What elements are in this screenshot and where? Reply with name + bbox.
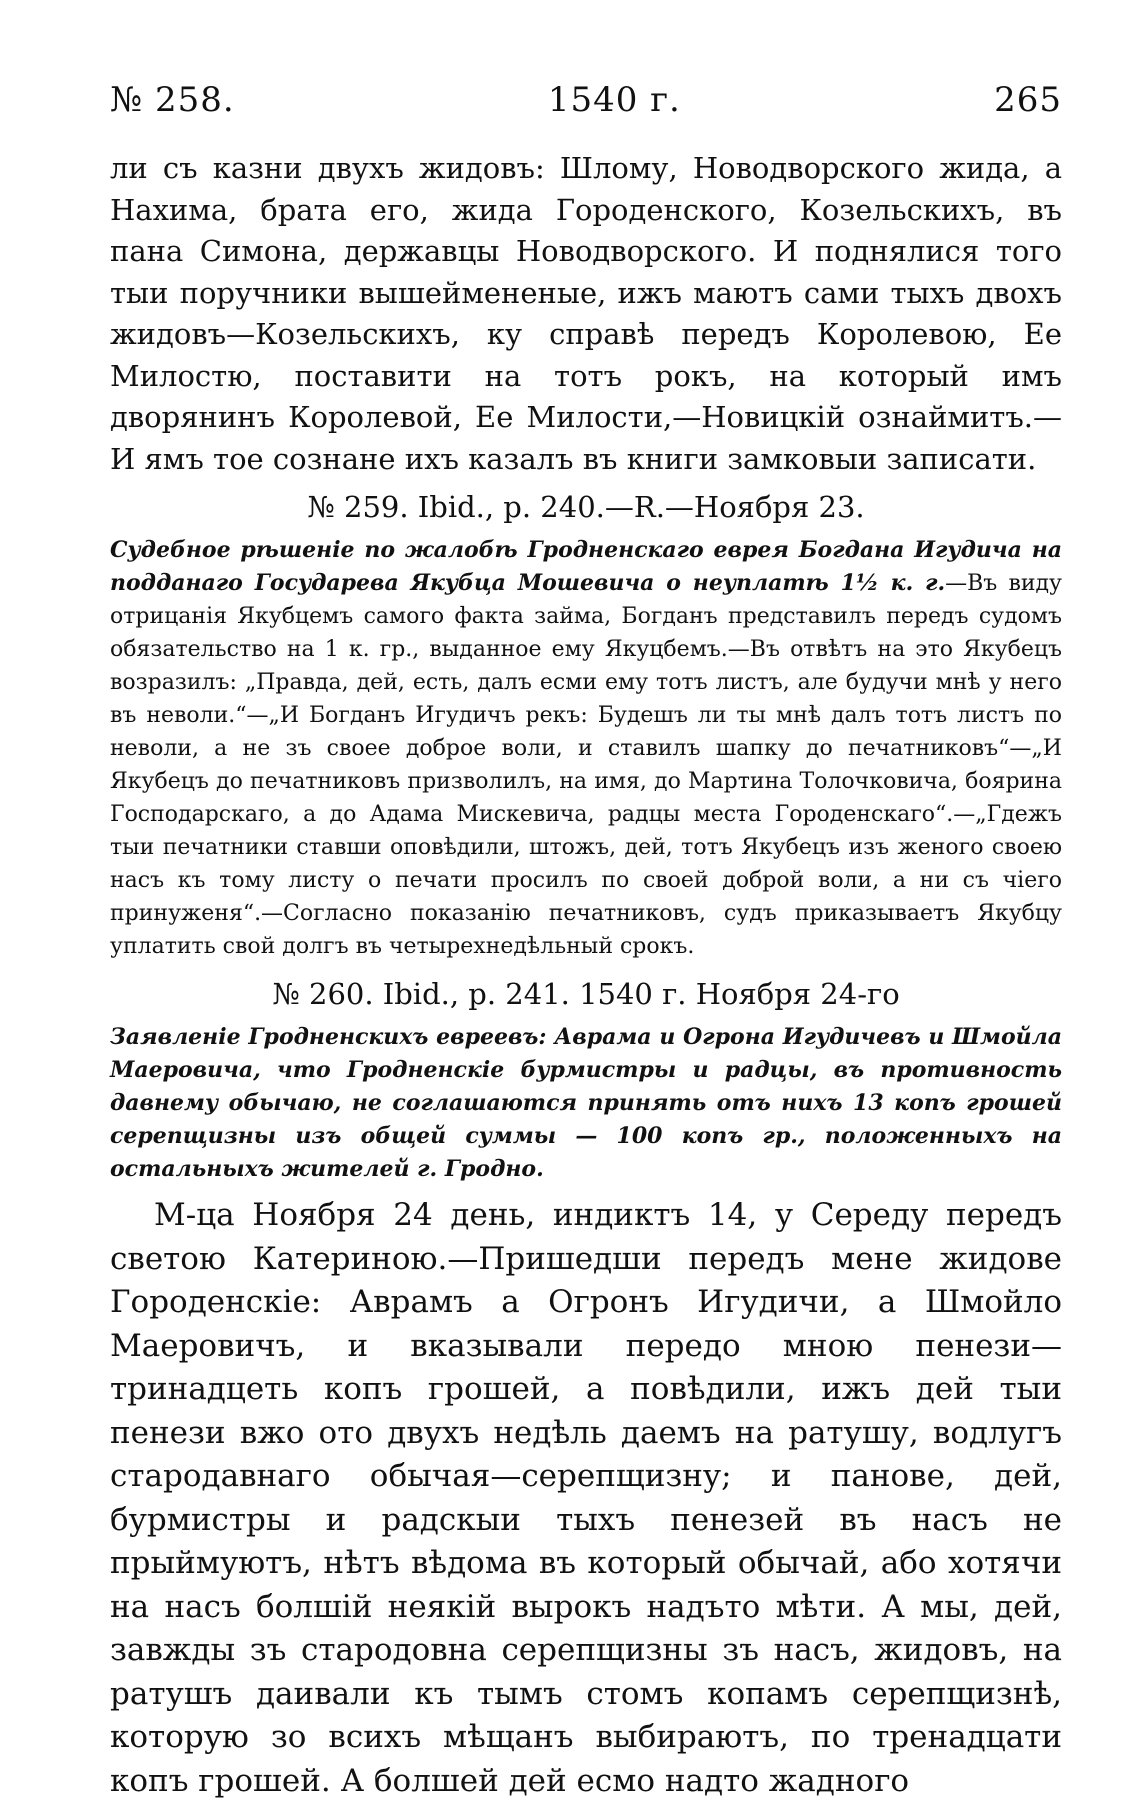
header-year: 1540 г. [547, 80, 681, 120]
entry-259-heading: № 259. Ibid., р. 240.—R.—Ноября 23. [307, 490, 865, 524]
entry-259-summary-italic: Судебное рѣшеніе по жалобѣ Гродненскаго еврея Богдана Игудича на подданаго Государева Якубца Мошевича о неуплатѣ 1½ к. г. [110, 537, 1062, 596]
entry-260-summary-italic: Заявленіе Гродненскихъ евреевъ: Аврама и Огрона Игудичевъ и Шмойла Маеровича, что Гродненскіе бурмистры и радцы, въ противность давнему обычаю, не соглашаются принять отъ нихъ 13 копъ грошей серепщизны изъ общей суммы — 100 копъ гр., положенныхъ на остальныхъ жителей г. Гродно. [110, 1024, 1062, 1182]
entry-259-summary-text: —Въ виду отрицанія Якубцемъ самого факта займа, Богданъ представилъ передъ судомъ обязательство на 1 к. гр., выданное ему Якуцбемъ.—Въ отвѣтъ на это Якубецъ возразилъ: „Правда, дей, есть, далъ есми ему тотъ листъ, але будучи мнѣ у него въ неволи.“—„И Богданъ Игудичъ рекъ: Будешъ ли ты мнѣ далъ тотъ листъ по неволи, а не зъ своее доброе воли, и ставилъ шапку до печатниковъ“—„И Якубецъ до печатниковъ призволилъ, на имя, до Мартина Толочковича, боярина Господарскаго, а до Адама Мискевича, радцы места Городенскаго“.—„Гдежъ тыи печатники ставши оповѣдили, штожъ, дей, тотъ Якубецъ изъ женого своею насъ къ тому листу о печати просилъ по своей доброй воли, а ни съ чіего принуженя“.—Согласно показанію печатниковъ, судъ приказываетъ Якубцу уплатить свой долгъ въ четырехнедѣльный срокъ. [110, 571, 1062, 959]
paragraph-258-continuation: ли съ казни двухъ жидовъ: Шлому, Новодворского жида, а Нахима, брата его, жида Городенского, Козельскихъ, въ пана Симона, державцы Новодворского. И поднялися того тыи поручники вышеймененые, ижъ маютъ сами тыхъ двохъ жидовъ—Козельскихъ, ку справѣ передъ Королевою, Ее Милостю, поставити на тотъ рокъ, на который имъ дворянинъ Королевой, Ее Милости,—Новицкій ознаймитъ.—И ямъ тое сознане ихъ казалъ въ книги замковыи записати. [110, 151, 1062, 476]
running-header [110, 80, 1062, 120]
page-number: 265 [994, 80, 1062, 120]
entry-260-summary [110, 1021, 1062, 1186]
entry-260-heading: № 260. Ibid., р. 241. 1540 г. Ноября 24-го [272, 977, 900, 1011]
entry-260-text: М-ца Ноября 24 день, индиктъ 14, у Середу передъ светою Катериною.—Пришедши передъ мене жидове Городенскіе: Аврамъ а Огронъ Игудичи, а Шмойло Маеровичъ, и вказывали передо мною пенези—тринадцеть копъ грошей, а повѣдили, ижъ дей тыи пенези вжо ото двухъ недѣль даемъ на ратушу, водлугъ стародавнаго обычая—серепщизну; и панове, дей, бурмистры и радскыи тыхъ пенезей въ насъ не прыймуютъ, нѣтъ вѣдома въ который обычай, або хотячи на насъ болшій неякій вырокъ надъто мѣти. А мы, дей, завжды зъ стародовна серепщизны зъ насъ, жидовъ, на ратушъ даивали къ тымъ стомъ копамъ серепщизнѣ, которую зо всихъ мѣщанъ выбираютъ, по тренадцати копъ грошей. А болшей дей есмо надто жадного [110, 1197, 1062, 1799]
entry-259-summary [110, 534, 1062, 963]
document-number: № 258. [110, 80, 235, 120]
